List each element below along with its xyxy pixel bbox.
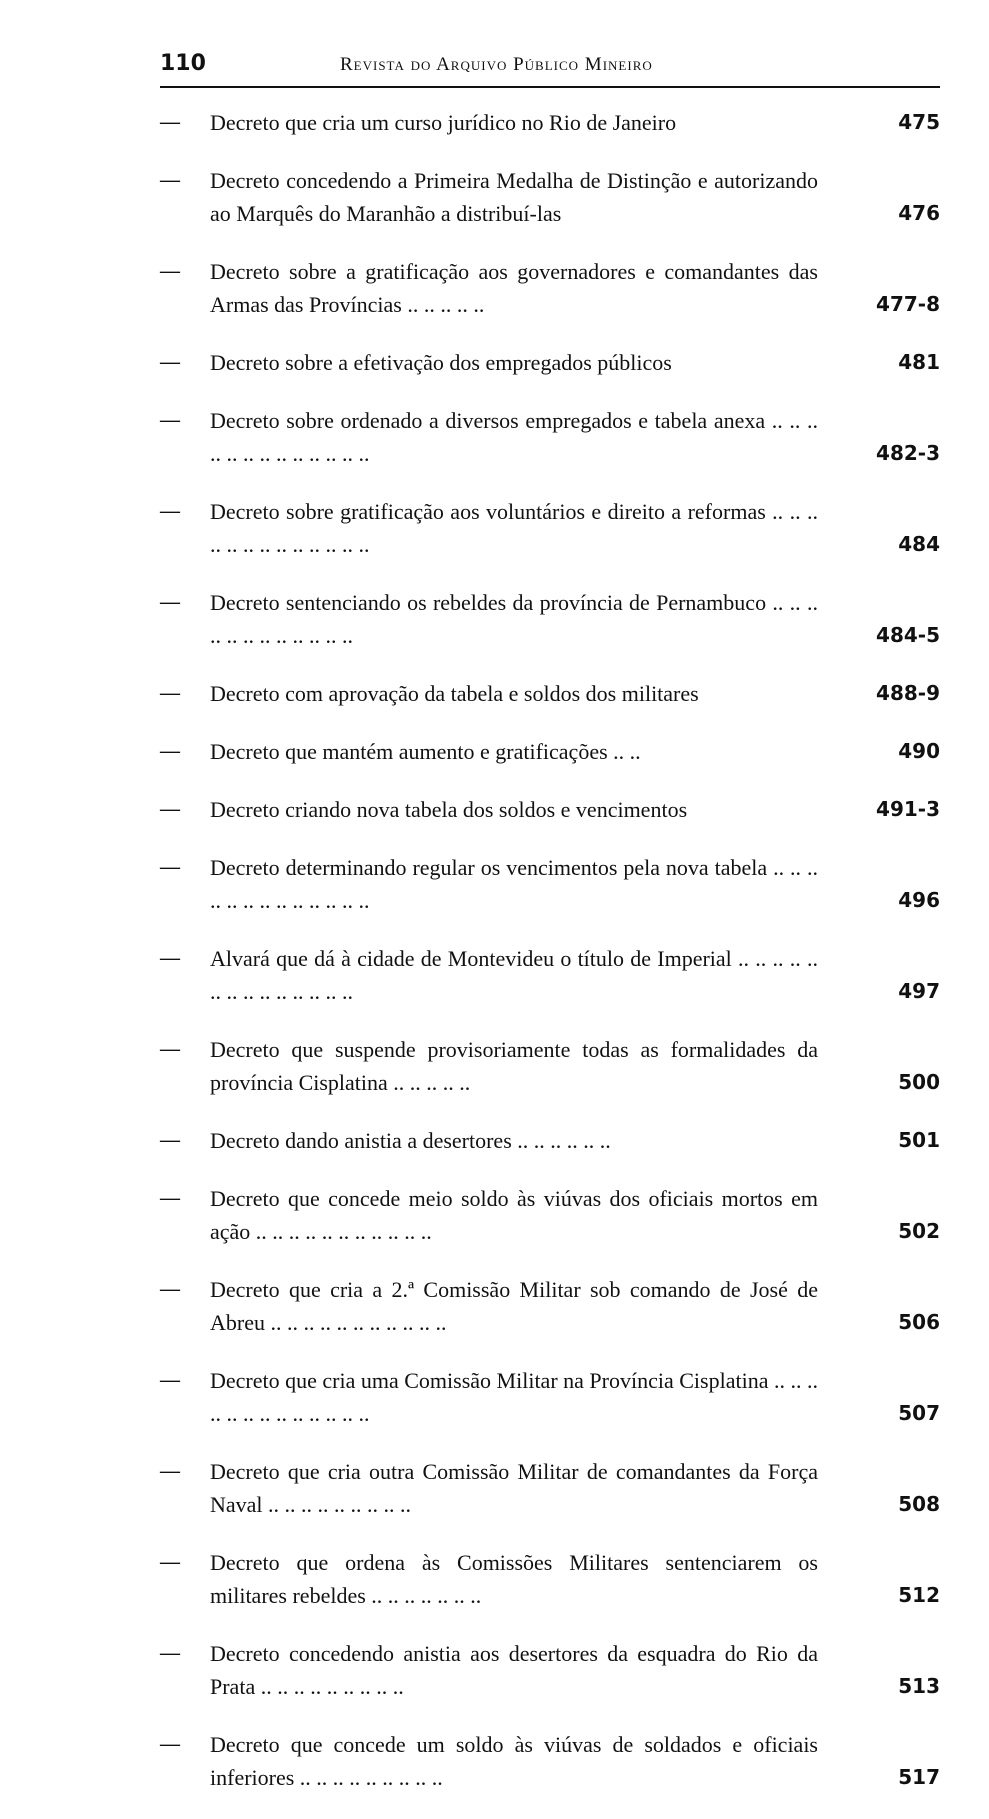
index-entry [160,1033,940,1099]
entry-text: Decreto que cria outra Comissão Militar de comandantes da Força Naval .. .. .. .. .. .. .. .. .. [210,1459,818,1517]
index-entry [160,1455,940,1521]
index-entry [160,404,940,470]
entry-dash: — [160,740,180,762]
entry-text: Decreto criando nova tabela dos soldos e vencimentos [210,797,688,822]
entry-dash: — [160,1460,180,1482]
index-entry [160,586,940,652]
header-rule [160,86,940,88]
index-entry [160,1364,940,1430]
entry-text: Decreto que cria uma Comissão Militar na Província Cisplatina .. .. .. .. .. .. .. .. .. .. .. .. .. [210,1368,818,1426]
index-entry [160,495,940,561]
entry-dash: — [160,1129,180,1151]
entry-page: 513 [898,1674,940,1698]
index-entry [160,735,940,768]
index-entry [160,942,940,1008]
entry-text: Decreto concedendo anistia aos desertores da esquadra do Rio da Prata .. .. .. .. .. .. .. .. .. [210,1641,818,1699]
entry-text: Decreto que cria a 2.ª Comissão Militar sob comando de José de Abreu .. .. .. .. .. .. .. .. .. .. .. [210,1277,818,1335]
index-entry [160,793,940,826]
entry-page: 497 [898,979,940,1003]
entry-text: Decreto que ordena às Comissões Militares sentenciarem os militares rebeldes .. .. .. .. .. .. .. [210,1550,818,1608]
entry-page: 507 [898,1401,940,1425]
index-entry [160,1637,940,1703]
entry-dash: — [160,260,180,282]
entry-page: 500 [898,1070,940,1094]
entry-dash: — [160,798,180,820]
entry-dash: — [160,1187,180,1209]
entry-text: Decreto que mantém aumento e gratificações .. .. [210,739,641,764]
entry-text: Decreto sentenciando os rebeldes da província de Pernambuco .. .. .. .. .. .. .. .. .. .. .. .. [210,590,818,648]
entry-text: Decreto que concede um soldo às viúvas de soldados e oficiais inferiores .. .. .. .. .. .. .. .. .. [210,1732,818,1790]
entry-text: Decreto que concede meio soldo às viúvas dos oficiais mortos em ação .. .. .. .. .. .. .. .. .. .. .. [210,1186,818,1244]
entry-page: 488-9 [876,681,940,705]
entry-page: 508 [898,1492,940,1516]
entry-page: 491-3 [876,797,940,821]
index-entry [160,851,940,917]
entry-text: Decreto determinando regular os vencimentos pela nova tabela .. .. .. .. .. .. .. .. .. .. .. .. .. [210,855,818,913]
index-entry [160,1182,940,1248]
entry-dash: — [160,351,180,373]
index-entry [160,255,940,321]
entry-dash: — [160,1733,180,1755]
entry-page: 475 [898,110,940,134]
entry-dash: — [160,591,180,613]
index-entry [160,677,940,710]
index-entry [160,164,940,230]
index-entry [160,1728,940,1794]
running-title: Revista do Arquivo Público Mineiro [340,54,653,75]
index-entry [160,1124,940,1157]
entry-page: 476 [898,201,940,225]
entry-dash: — [160,409,180,431]
entry-page: 484 [898,532,940,556]
entry-dash: — [160,1278,180,1300]
entry-text: Decreto dando anistia a desertores .. .. .. .. .. .. [210,1128,611,1153]
index-entry [160,346,940,379]
entry-page: 484-5 [876,623,940,647]
entry-dash: — [160,1038,180,1060]
entry-dash: — [160,1551,180,1573]
index-list [160,106,940,1819]
index-entry [160,1273,940,1339]
entry-text: Decreto concedendo a Primeira Medalha de Distinção e autorizando ao Marquês do Maranhão a distribuí-las [210,168,818,226]
entry-text: Decreto que suspende provisoriamente todas as formalidades da província Cisplatina .. .. .. .. .. [210,1037,818,1095]
entry-text: Decreto sobre gratificação aos voluntários e direito a reformas .. .. .. .. .. .. .. .. .. .. .. .. .. [210,499,818,557]
entry-page: 481 [898,350,940,374]
page-header [160,36,940,76]
entry-dash: — [160,682,180,704]
entry-text: Decreto sobre a efetivação dos empregados públicos [210,350,672,375]
index-entry [160,1546,940,1612]
page-number: 110 [160,51,206,76]
entry-text: Alvará que dá à cidade de Montevideu o título de Imperial .. .. .. .. .. .. .. .. .. .. .. .. .. .. [210,946,818,1004]
entry-page: 490 [898,739,940,763]
entry-dash: — [160,111,180,133]
entry-text: Decreto que cria um curso jurídico no Rio de Janeiro [210,110,677,135]
entry-page: 482-3 [876,441,940,465]
entry-dash: — [160,947,180,969]
entry-page: 496 [898,888,940,912]
entry-page: 501 [898,1128,940,1152]
index-entry [160,106,940,139]
entry-text: Decreto sobre ordenado a diversos empregados e tabela anexa .. .. .. .. .. .. .. .. .. .. .. .. .. [210,408,818,466]
entry-text: Decreto com aprovação da tabela e soldos dos militares [210,681,699,706]
entry-page: 506 [898,1310,940,1334]
entry-page: 502 [898,1219,940,1243]
entry-dash: — [160,500,180,522]
entry-text: Decreto sobre a gratificação aos governadores e comandantes das Armas das Províncias .. .. .. .. .. [210,259,818,317]
entry-page: 517 [898,1765,940,1789]
entry-dash: — [160,1642,180,1664]
entry-dash: — [160,169,180,191]
entry-dash: — [160,1369,180,1391]
entry-page: 477-8 [876,292,940,316]
entry-dash: — [160,856,180,878]
entry-page: 512 [898,1583,940,1607]
